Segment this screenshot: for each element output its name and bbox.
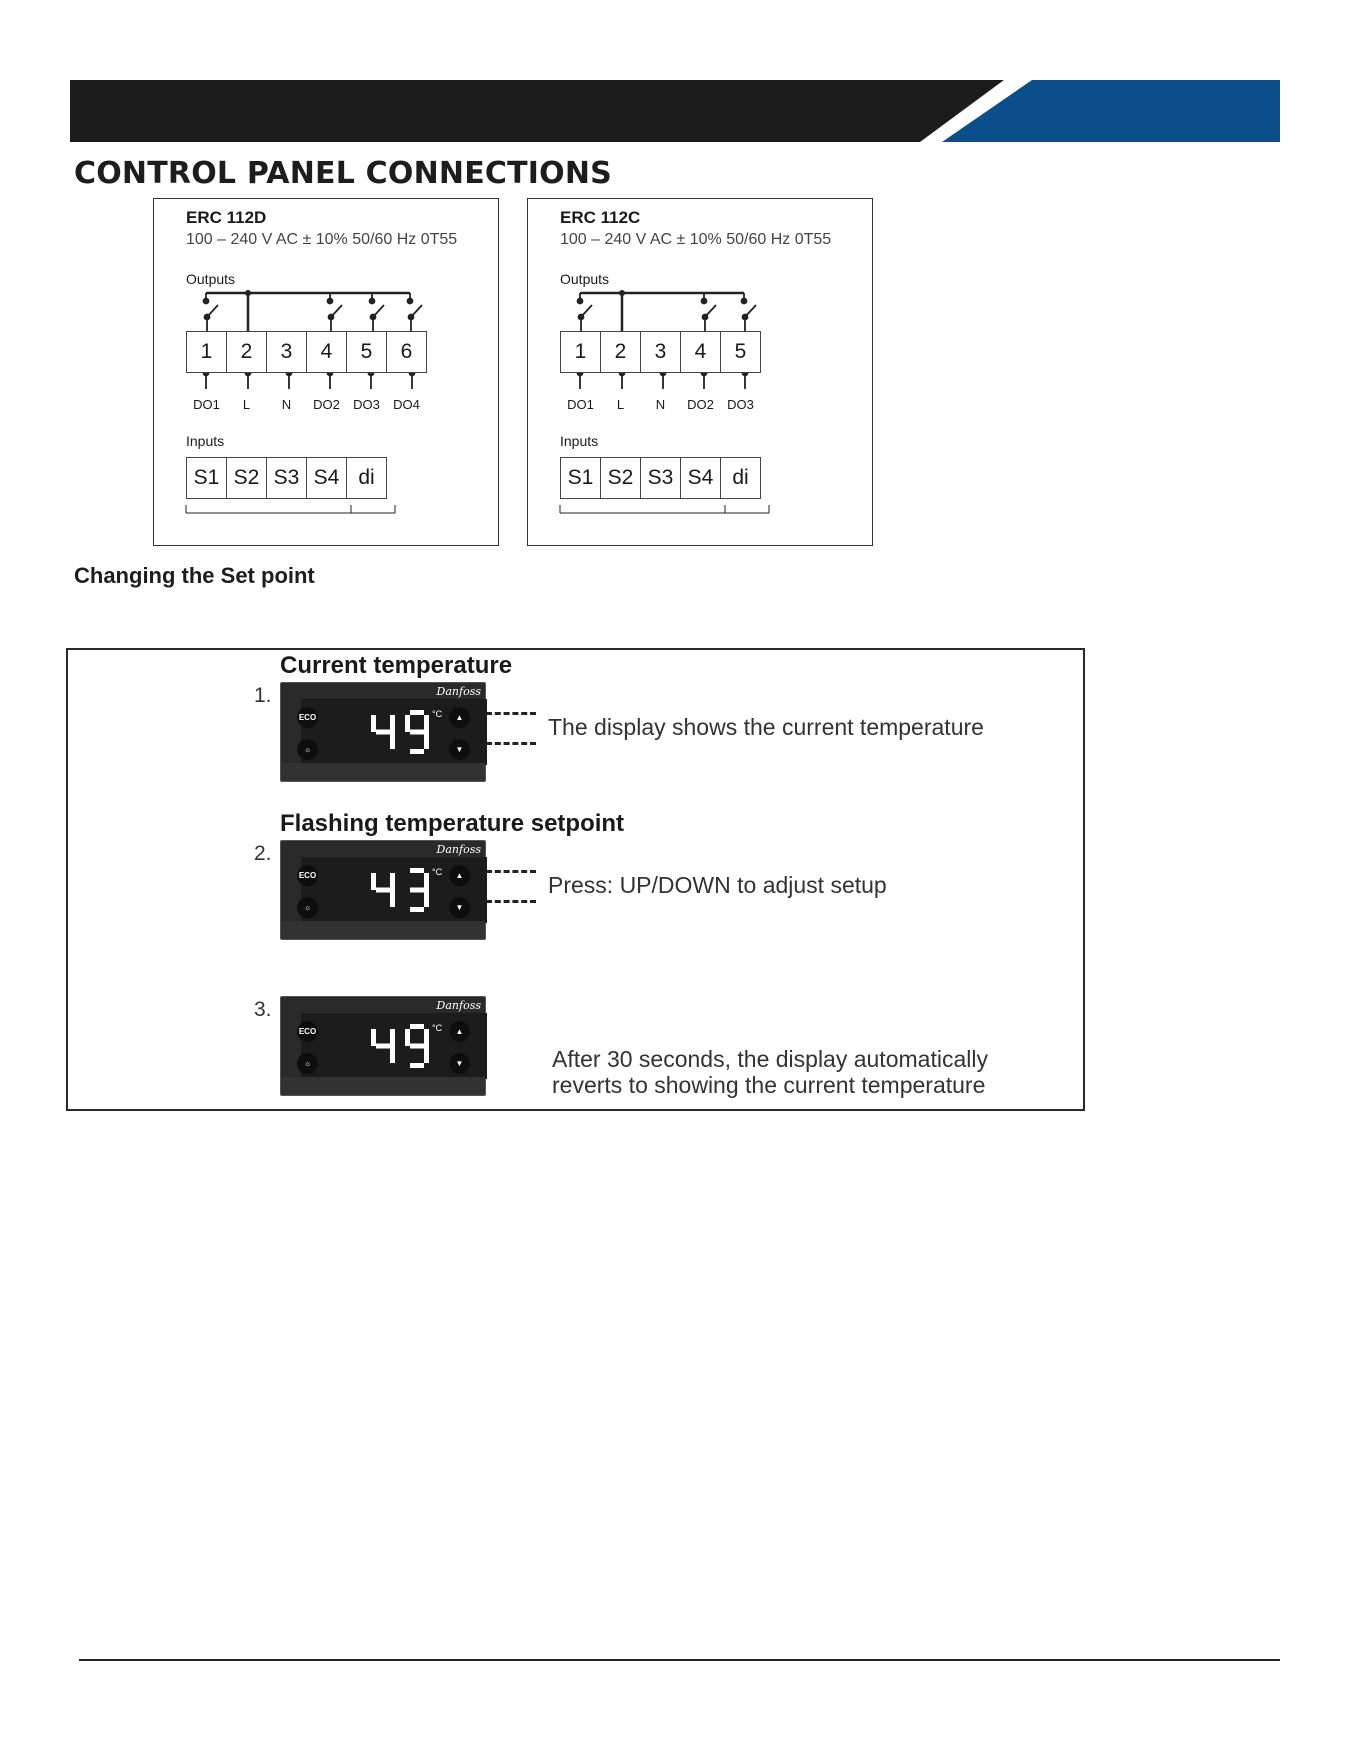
output-signals (186, 397, 427, 412)
setpoint-instructions-frame (66, 648, 1085, 1111)
terminal: 4 (680, 331, 721, 373)
step-heading: Current temperature (280, 652, 513, 679)
signal-label: DO2 (313, 397, 340, 412)
digit-segment (424, 1046, 429, 1063)
digit-segment (376, 1044, 390, 1049)
signal-label: DO3 (353, 397, 380, 412)
digit-segment (424, 732, 429, 749)
signal-label: L (616, 397, 625, 412)
controller-display (280, 996, 486, 1096)
diagram-supply: 100 – 240 V AC ± 10% 50/60 Hz 0T55 (186, 231, 458, 248)
header-banner (70, 80, 1280, 142)
eco-button-icon[interactable]: ECO (297, 707, 318, 728)
light-bulb-icon[interactable]: ☼ (297, 1053, 318, 1074)
wiring-diagram-erc-112c (527, 198, 873, 546)
brand-logo: Danfoss (436, 999, 481, 1012)
step-number: 2. (254, 842, 272, 865)
terminal: 2 (600, 331, 641, 373)
step-description: The display shows the current temperature (548, 714, 984, 740)
digit-segment (390, 732, 395, 749)
section-subheading: Changing the Set point (74, 563, 315, 588)
leader-line (486, 712, 536, 715)
input-terminal: S2 (226, 457, 267, 499)
brand-logo: Danfoss (436, 843, 481, 856)
controller-display (280, 682, 486, 782)
input-terminal: S4 (680, 457, 721, 499)
diagram-supply: 100 – 240 V AC ± 10% 50/60 Hz 0T55 (560, 231, 832, 248)
digit-segment (424, 1029, 429, 1046)
banner-dark-band (70, 80, 1004, 142)
output-signals (560, 397, 761, 412)
banner-accent-band (942, 80, 1280, 142)
leader-line (486, 900, 536, 903)
input-terminal: S1 (560, 457, 601, 499)
controller-bottom-strip (281, 763, 485, 781)
inputs-label: Inputs (560, 433, 599, 449)
input-terminal: S3 (640, 457, 681, 499)
digit-segment (371, 873, 376, 890)
digit-segment (410, 1024, 424, 1029)
digit-segment (376, 888, 390, 893)
brand-logo: Danfoss (436, 685, 481, 698)
unit-label: °C (432, 867, 443, 877)
signal-label: N (655, 397, 666, 412)
arrow-up-icon[interactable]: ▲ (449, 707, 470, 728)
input-terminal: S3 (266, 457, 307, 499)
diagram-model: ERC 112C (560, 208, 641, 227)
input-terminals (186, 457, 387, 499)
controller-bottom-strip (281, 921, 485, 939)
signal-label: DO1 (567, 397, 594, 412)
input-terminal: di (346, 457, 387, 499)
light-bulb-icon[interactable]: ☼ (297, 739, 318, 760)
digit-segment (410, 907, 424, 912)
digit-segment (390, 1046, 395, 1063)
arrow-down-icon[interactable]: ▼ (449, 739, 470, 760)
leader-line (486, 870, 536, 873)
input-terminal: di (720, 457, 761, 499)
terminal: 3 (266, 331, 307, 373)
terminal: 3 (640, 331, 681, 373)
digit-segment (410, 1044, 424, 1049)
digit-segment (390, 715, 395, 732)
digit-segment (424, 890, 429, 907)
controller-bottom-strip (281, 1077, 485, 1095)
digit-segment (371, 1029, 376, 1046)
step-number: 1. (254, 684, 272, 707)
digit-segment (390, 1029, 395, 1046)
terminal: 5 (720, 331, 761, 373)
terminal: 2 (226, 331, 267, 373)
digit-segment (410, 730, 424, 735)
digit-segment (424, 873, 429, 890)
signal-label: N (281, 397, 292, 412)
seven-segment-readout (369, 867, 431, 913)
outputs-label: Outputs (186, 271, 236, 287)
inputs-label: Inputs (186, 433, 225, 449)
terminal: 1 (560, 331, 601, 373)
controller-display (280, 840, 486, 940)
signal-label: DO4 (393, 397, 420, 412)
diagram-model: ERC 112D (186, 208, 267, 227)
unit-label: °C (432, 709, 443, 719)
signal-label: DO2 (687, 397, 714, 412)
unit-label: °C (432, 1023, 443, 1033)
seven-segment-readout (369, 709, 431, 755)
step-description: Press: UP/DOWN to adjust setup (548, 872, 887, 898)
outputs-label: Outputs (560, 271, 610, 287)
page-title: CONTROL PANEL CONNECTIONS (74, 156, 612, 191)
arrow-down-icon[interactable]: ▼ (449, 897, 470, 918)
signal-label: DO3 (727, 397, 754, 412)
input-terminals (560, 457, 761, 499)
terminal: 6 (386, 331, 427, 373)
digit-segment (405, 715, 410, 732)
signal-label: L (242, 397, 251, 412)
terminal: 1 (186, 331, 227, 373)
leader-line (486, 742, 536, 745)
wiring-diagram-erc-112d (153, 198, 499, 546)
input-terminal: S2 (600, 457, 641, 499)
digit-segment (371, 715, 376, 732)
arrow-down-icon[interactable]: ▼ (449, 1053, 470, 1074)
digit-segment (390, 890, 395, 907)
step-description-line: reverts to showing the current temperature (552, 1072, 986, 1098)
arrow-up-icon[interactable]: ▲ (449, 865, 470, 886)
step-number: 3. (254, 998, 272, 1021)
digit-segment (424, 715, 429, 732)
digit-segment (410, 749, 424, 754)
seven-segment-readout (369, 1023, 431, 1069)
digit-segment (410, 868, 424, 873)
output-terminals (560, 331, 761, 373)
eco-button-icon[interactable]: ECO (297, 865, 318, 886)
signal-label: DO1 (193, 397, 220, 412)
step-heading: Flashing temperature setpoint (280, 810, 625, 837)
eco-button-icon[interactable]: ECO (297, 1021, 318, 1042)
digit-segment (405, 1029, 410, 1046)
digit-segment (376, 730, 390, 735)
digit-segment (410, 1063, 424, 1068)
digit-segment (410, 888, 424, 893)
input-terminal: S4 (306, 457, 347, 499)
output-terminals (186, 331, 427, 373)
footer-rule (79, 1659, 1280, 1661)
digit-segment (390, 873, 395, 890)
arrow-up-icon[interactable]: ▲ (449, 1021, 470, 1042)
light-bulb-icon[interactable]: ☼ (297, 897, 318, 918)
terminal: 5 (346, 331, 387, 373)
terminal: 4 (306, 331, 347, 373)
input-terminal: S1 (186, 457, 227, 499)
digit-segment (410, 710, 424, 715)
step-description-line: After 30 seconds, the display automatically (552, 1046, 988, 1072)
